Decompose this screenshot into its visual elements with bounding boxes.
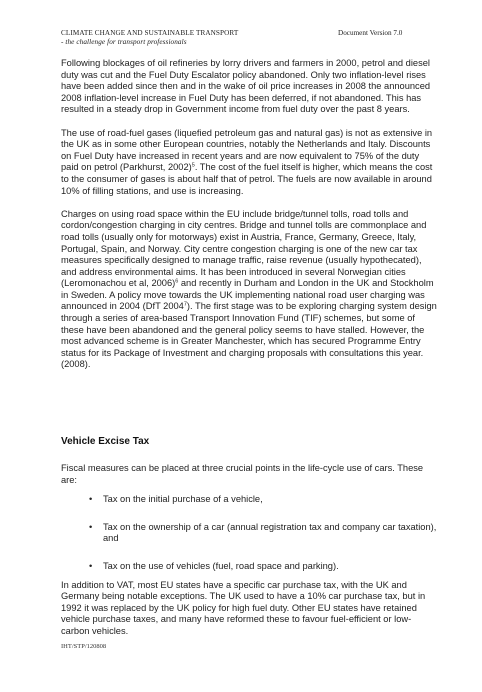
body-text (61, 58, 439, 383)
paragraph-fuel-duty: Following blockages of oil refineries by lorry drivers and farmers in 2000, petrol and diesel duty was cut and the Fuel Duty Escalator policy abandoned. Only two inflation-level rises have been added since then and in the wake of oil price increases in 2008 the announced 2008 inflation-level increase in Fuel Duty has been deferred, if not abandoned. This has resulted in a steady drop in Government income from fuel duty over the past 8 years. (61, 58, 431, 115)
paragraph-road-fuel-gases: The use of road-fuel gases (liquefied petroleum gas and natural gas) is not as extensive in the UK as in some other European countries, notably the Netherlands and Italy. Discounts on Fuel Duty have increased in recent years and are now equivalent to 75% of the duty paid on petrol (Parkhurst, 2002)$^5$. The cost of the fuel itself is higher, which means the cost to the consumer of gases is about half that of petrol. The fuels are now available in around 10% of filling stations, and use is increasing. (61, 127, 433, 196)
list-item: • Tax on the ownership of a car (annual registration tax and company car taxation), and (89, 521, 437, 544)
list-item: • Tax on the initial purchase of a vehicle, (89, 494, 263, 505)
paragraph-road-charges: Charges on using road space within the EU include bridge/tunnel tolls, road tolls and cordon/congestion charging in city centres. Bridge and tunnel tolls are commonplace and road tolls (usually only for motorways) exist in Austria, France, Germany, Greece, Italy, Portugal, Spain, and Norway. City centre congestion charging is one of the new car tax measures specifically designed to manage traffic, raise revenue (usually hypothecated), and address environmental aims. It has been introduced in several Norwegian cities (Leromonachou et al, 2006)$^6$ and recently in Durham and London in the UK and Stockholm in Sweden. A policy move towards the UK implementing national road user charging was announced in 2004 (DfT 2004$^7$). The first stage was to be exploring charging system design through a series of area-based Transport Innovation Fund (TIF) schemes, but some of these have been abandoned and the general policy seems to have stalled. However, the most advanced scheme is in Greater Manchester, which has secured Programme Entry status for its Package of Investment and charging proposals with consultations this year. (2008). (61, 208, 437, 370)
footnote-ref: 6 (175, 278, 179, 285)
header-subtitle: - the challenge for transport professionals (61, 38, 187, 46)
bullet-icon: • (89, 521, 93, 532)
bullet-list (61, 494, 439, 572)
document-version: Document Version 7.0 (338, 29, 403, 37)
section-closing: In addition to VAT, most EU states have a specific car purchase tax, with the UK and Germany being notable exceptions. The UK used to have a 10% car purchase tax, but in 1992 it was replaced by the UK policy for high fuel duty. Other EU states have retained vehicle purchase taxes, and many have reformed these to favour fuel-efficient or low-carbon vehicles. (61, 579, 426, 636)
bullet-icon: • (89, 494, 93, 505)
footer-code: IHT/STP/120808 (61, 643, 107, 650)
footnote-ref: 7 (183, 301, 187, 308)
section-body (61, 463, 439, 638)
running-header (61, 29, 238, 47)
bullet-icon: • (89, 560, 93, 571)
header-title: CLIMATE CHANGE AND SUSTAINABLE TRANSPORT (61, 29, 239, 37)
list-item: • Tax on the use of vehicles (fuel, road space and parking). (89, 560, 339, 571)
footnote-ref: 5 (191, 162, 195, 169)
section-intro: Fiscal measures can be placed at three crucial points in the life-cycle use of cars. These are: (61, 463, 424, 485)
section-heading: Vehicle Excise Tax (61, 436, 150, 447)
